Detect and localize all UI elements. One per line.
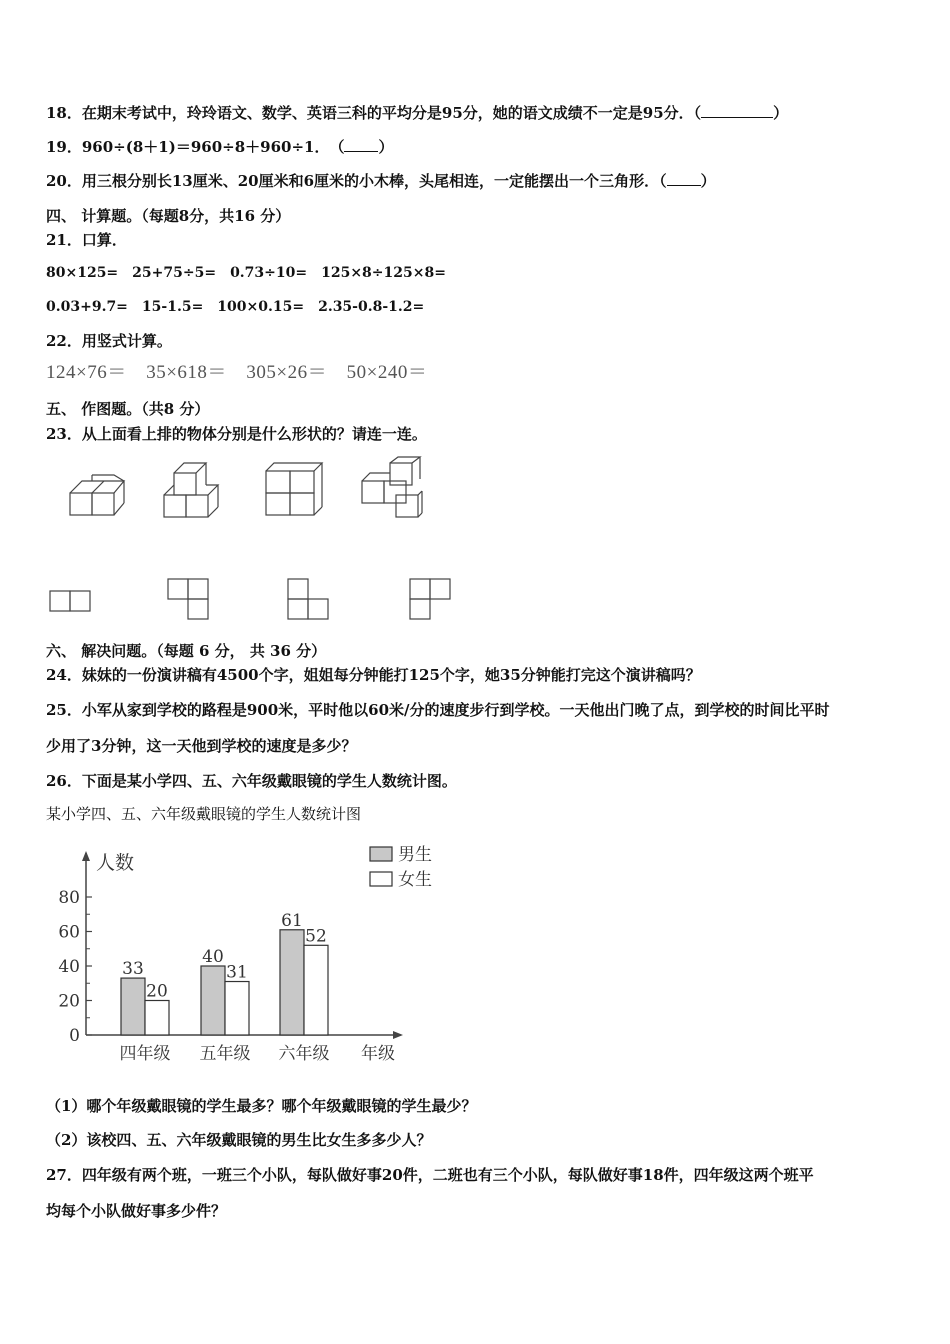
x-tick-label: 四年级 [119, 1044, 171, 1064]
section-5-heading: 五、 作图题。（共8 分） [46, 400, 210, 418]
section-4-heading: 四、 计算题。（每题8分，共16 分） [46, 207, 291, 225]
question-22-row: 124×76＝ 35×618＝ 305×26＝ 50×240＝ [46, 362, 428, 383]
data-label: 33 [122, 959, 144, 980]
question-22-title: 22．用竖式计算。 [46, 332, 172, 350]
y-tick-label: 60 [58, 922, 80, 943]
bar-女生-五年级 [225, 982, 249, 1035]
y-tick-label: 0 [69, 1026, 80, 1046]
solid-figure-2[interactable] [164, 463, 218, 517]
data-label: 31 [226, 962, 248, 983]
y-tick-label: 80 [58, 888, 80, 908]
question-26-sub-1: （1）哪个年级戴眼镜的学生最多？哪个年级戴眼镜的学生最少？ [46, 1097, 477, 1115]
question-27-line-2: 均每个小队做好事多少件？ [46, 1202, 227, 1220]
question-20-text: 20．用三根分别长13厘米、20厘米和6厘米的小木棒，头尾相连，一定能摆出一个三角形．（ [46, 172, 667, 190]
bracket-close: ） [700, 172, 716, 190]
question-19-text: 19．960÷(8＋1)＝960÷8＋960÷1． （ [46, 138, 345, 156]
top-views [46, 575, 456, 625]
question-18 [46, 102, 788, 123]
question-20 [46, 170, 716, 191]
top-view-2[interactable] [168, 579, 208, 619]
question-19 [46, 136, 393, 157]
bracket-close: ） [773, 104, 789, 122]
legend-swatch-男生 [370, 847, 392, 861]
question-25-line-2: 少用了3分钟，这一天他到学校的速度是多少？ [46, 737, 357, 755]
question-23: 23．从上面看上排的物体分别是什么形状的？请连一连。 [46, 425, 427, 443]
answer-blank[interactable] [344, 136, 378, 152]
question-21-row-1: 80×125= 25+75÷5= 0.73÷10= 125×8÷125×8= [46, 265, 446, 281]
bar-男生-六年级 [280, 930, 304, 1035]
bar-chart [46, 835, 432, 1075]
data-label: 52 [305, 926, 327, 947]
y-axis-label: 人数 [96, 852, 135, 874]
bar-女生-六年级 [304, 945, 328, 1035]
y-axis-arrow [82, 851, 90, 861]
answer-blank[interactable] [701, 102, 773, 118]
question-21-row-2: 0.03+9.7= 15-1.5= 100×0.15= 2.35-0.8-1.2= [46, 299, 425, 315]
question-26-intro: 26．下面是某小学四、五、六年级戴眼镜的学生人数统计图。 [46, 772, 457, 790]
data-label: 20 [146, 981, 168, 1002]
y-tick-label: 20 [58, 991, 80, 1012]
bar-男生-五年级 [201, 966, 225, 1035]
x-axis-label: 年级 [361, 1044, 395, 1064]
section-6-heading: 六、 解决问题。（每题 6 分， 共 36 分） [46, 642, 327, 660]
solid-figure-4[interactable] [362, 457, 422, 517]
legend-label: 男生 [398, 845, 432, 865]
bar-女生-四年级 [145, 1001, 169, 1036]
solid-figure-1[interactable] [70, 475, 124, 515]
bar-男生-四年级 [121, 978, 145, 1035]
answer-blank[interactable] [667, 170, 701, 186]
data-label: 61 [281, 910, 303, 931]
chart-caption: 某小学四、五、六年级戴眼镜的学生人数统计图 [46, 805, 362, 823]
question-27-line-1: 27．四年级有两个班，一班三个小队，每队做好事20件，二班也有三个小队，每队做好事18件，四年级这两个班平 [46, 1166, 814, 1184]
legend-swatch-女生 [370, 872, 392, 886]
question-18-text: 18．在期末考试中，玲玲语文、数学、英语三科的平均分是95分，她的语文成绩不一定是95分．（ [46, 104, 702, 122]
top-view-4[interactable] [410, 579, 450, 619]
solid-figure-3[interactable] [266, 463, 322, 515]
x-tick-label: 六年级 [278, 1044, 330, 1064]
question-25-line-1: 25．小军从家到学校的路程是900米，平时他以60米/分的速度步行到学校。一天他出门晚了点，到学校的时间比平时 [46, 701, 830, 719]
x-axis-arrow [393, 1031, 403, 1039]
bracket-close: ） [378, 138, 394, 156]
top-view-1[interactable] [50, 591, 90, 611]
top-view-3[interactable] [288, 579, 328, 619]
question-21-title: 21．口算． [46, 231, 127, 249]
y-tick-label: 40 [58, 957, 80, 977]
question-24: 24．妹妹的一份演讲稿有4500个字，姐姐每分钟能打125个字，她35分钟能打完这个演讲稿吗？ [46, 666, 701, 684]
question-26-sub-2: （2）该校四、五、六年级戴眼镜的男生比女生多多少人？ [46, 1131, 432, 1149]
x-tick-label: 五年级 [199, 1044, 251, 1064]
legend-label: 女生 [398, 870, 432, 890]
solid-figures [60, 455, 440, 530]
data-label: 40 [202, 947, 224, 967]
